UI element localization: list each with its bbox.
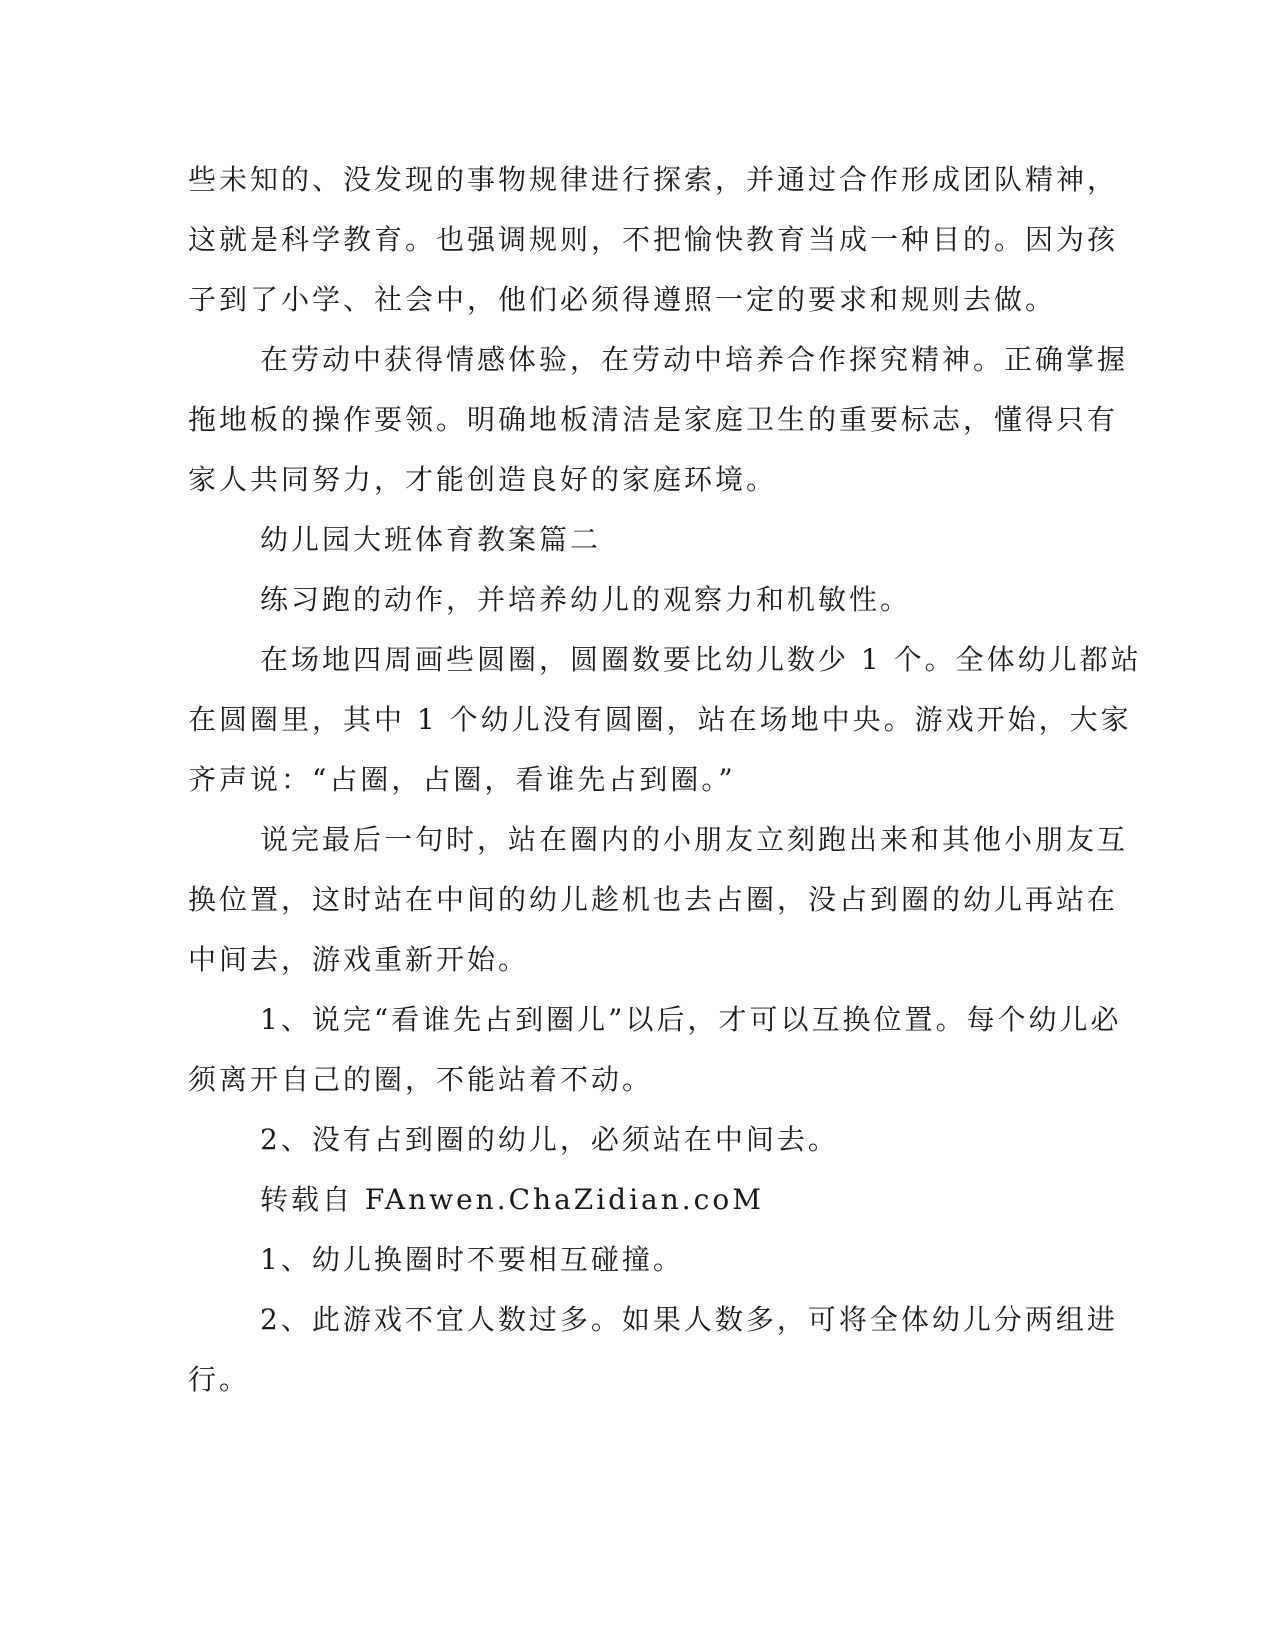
text-line: 须离开自己的圈，不能站着不动。 — [188, 1063, 654, 1096]
text-line: 换位置，这时站在中间的幼儿趁机也去占圈，没占到圈的幼儿再站在 — [188, 883, 1119, 916]
paragraph-start-line: 在场地四周画些圆圈，圆圈数要比幼儿数少 1 个。全体幼儿都站 — [260, 643, 1142, 676]
text-line: 些未知的、没发现的事物规律进行探索，并通过合作形成团队精神， — [188, 163, 1119, 196]
list-item-line: 1、幼儿换圈时不要相互碰撞。 — [260, 1243, 684, 1276]
text-line: 在圆圈里，其中 1 个幼儿没有圆圈，站在场地中央。游戏开始，大家 — [188, 703, 1132, 736]
section-heading: 幼儿园大班体育教案篇二 — [260, 523, 602, 556]
text-line: 齐声说：“占圈，占圈，看谁先占到圈。” — [188, 763, 736, 796]
list-item-line: 2、此游戏不宜人数过多。如果人数多，可将全体幼儿分两组进 — [260, 1303, 1118, 1336]
text-line: 这就是科学教育。也强调规则，不把愉快教育当成一种目的。因为孩 — [188, 223, 1119, 256]
text-line: 中间去，游戏重新开始。 — [188, 943, 530, 976]
text-line: 拖地板的操作要领。明确地板清洁是家庭卫生的重要标志，懂得只有 — [188, 403, 1119, 436]
paragraph-start-line: 说完最后一句时，站在圈内的小朋友立刻跑出来和其他小朋友互 — [260, 823, 1129, 856]
document-body — [188, 160, 1142, 1420]
paragraph-start-line: 在劳动中获得情感体验，在劳动中培养合作探究精神。正确掌握 — [260, 343, 1129, 376]
list-item-line: 2、没有占到圈的幼儿，必须站在中间去。 — [260, 1123, 839, 1156]
text-line: 家人共同努力，才能创造良好的家庭环境。 — [188, 463, 778, 496]
text-line: 行。 — [188, 1363, 251, 1396]
source-note: 转载自 FAnwen.ChaZidian.coM — [260, 1183, 764, 1216]
list-item-line: 1、说完“看谁先占到圈儿”以后，才可以互换位置。每个幼儿必 — [260, 1003, 1122, 1036]
paragraph-start-line: 练习跑的动作，并培养幼儿的观察力和机敏性。 — [260, 583, 912, 616]
text-line: 子到了小学、社会中，他们必须得遵照一定的要求和规则去做。 — [188, 283, 1057, 316]
